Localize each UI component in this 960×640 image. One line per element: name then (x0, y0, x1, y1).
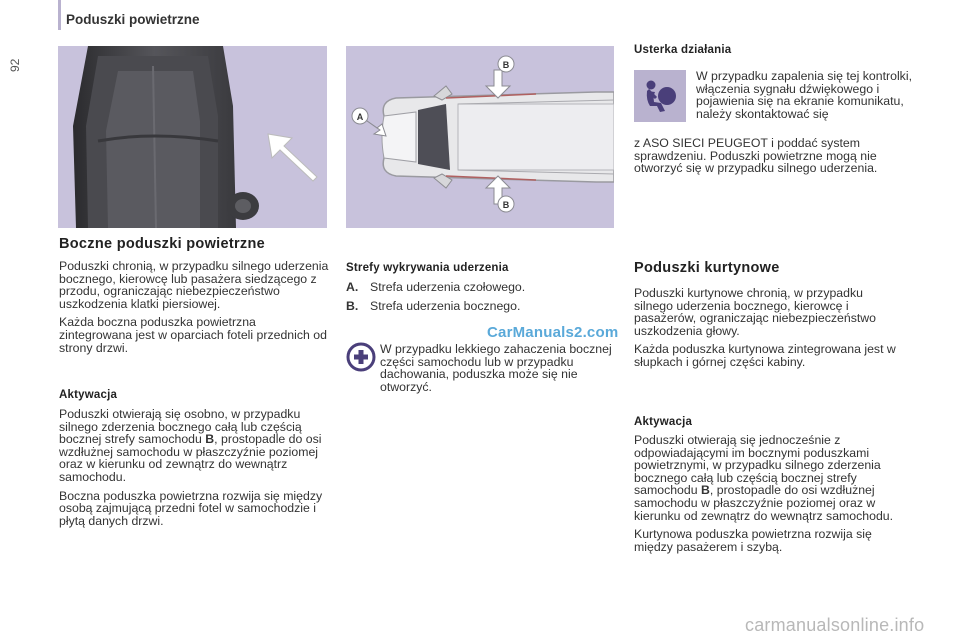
side-activation-text (59, 408, 329, 527)
fault-rest-text: z ASO SIECI PEUGEOT i poddać system sprawdzeniu. Poduszki powietrzne mogą nie otworzyć się w przypadku silnego uderzenia. (634, 136, 878, 176)
footer-watermark: carmanualsonline.info (745, 615, 925, 635)
note-text: W przypadku lekkiego zahaczenia bocznej części samochodu lub w przypadku dachowania, poduszka może się nie otworzyć. (380, 342, 612, 394)
zone-b-row: B. Strefa uderzenia bocznego. (346, 299, 521, 313)
page-number: 92 (8, 58, 22, 72)
curtain-airbags-intro (634, 287, 904, 369)
curtain-intro-p1: Poduszki kurtynowe chronią, w przypadku silnego uderzenia bocznego, kierowcę i pasażerów, ograniczając niebezpieczeństwo uszkodzenia głowy. (634, 286, 876, 338)
van-top-view-illustration (346, 46, 614, 228)
label-b-top: B (502, 60, 510, 70)
curtain-activation-p2: Kurtynowa poduszka powietrzna rozwija się między pasażerem i szybą. (634, 527, 872, 554)
side-activation-title: Aktywacja (59, 389, 118, 401)
seat-illustration (58, 46, 327, 228)
impact-zones-title: Strefy wykrywania uderzenia (346, 262, 509, 274)
note-plus-icon (346, 342, 374, 370)
curtain-intro-p2: Każda poduszka kurtynowa zintegrowana jest w słupkach i górnej części kabiny. (634, 342, 896, 369)
side-airbag-seat-image (58, 46, 327, 228)
curtain-airbags-title: Poduszki kurtynowe (634, 260, 780, 276)
side-activation-p2: Boczna poduszka powietrzna rozwija się między osobą zajmującą przedni fotel w samochodzie i płytą danych drzwi. (59, 488, 323, 528)
side-airbags-intro (59, 260, 329, 354)
fault-title: Usterka działania (634, 44, 732, 56)
curtain-activation-text (634, 434, 914, 553)
carmanuals-watermark: CarManuals2.com (487, 324, 619, 341)
side-airbags-title: Boczne poduszki powietrzne (59, 236, 265, 252)
zone-a-row: A. Strefa uderzenia czołowego. (346, 280, 526, 294)
side-activation-p1: Poduszki otwierają się osobno, w przypadku silnego zderzenia bocznego całą lub częścią bocznej strefy samochodu B, prostopadle do osi wzdłużnej samochodu w płaszczyźnie poziomej oraz w kierunku od zewnątrz do wewnątrz samochodu. (59, 407, 322, 484)
page-header-title: Poduszki powietrzne (66, 12, 200, 27)
side-airbags-intro-p1: Poduszki chronią, w przypadku silnego uderzenia bocznego, kierowcę lub pasażera siedzącego z przodu, ograniczając niebezpieczeństwo uszkodzenia klatki piersiowej. (59, 259, 329, 311)
airbag-warning-icon (634, 70, 686, 122)
fault-lead-text: W przypadku zapalenia się tej kontrolki, włączenia sygnału dźwiękowego i pojawienia się na ekranie komunikatu, należy skontaktować się (696, 69, 912, 121)
curtain-activation-title: Aktywacja (634, 416, 693, 428)
label-b-bottom: B (502, 200, 510, 210)
label-a: A (356, 112, 364, 122)
impact-zones-diagram (346, 46, 614, 228)
side-airbags-intro-p2: Każda boczna poduszka powietrzna zintegrowana jest w oparciach foteli przednich od strony drzwi. (59, 315, 327, 355)
impact-zones-list (346, 280, 614, 318)
curtain-activation-p1: Poduszki otwierają się jednocześnie z odpowiadającymi im bocznymi poduszkami powietrznymi, w przypadku silnego zderzenia bocznego całą lub częścią bocznej strefy samochodu B, prostopadle do osi wzdłużnej samochodu w płaszczyźnie poziomej oraz w kierunku od zewnątrz do wewnątrz samochodu. (634, 433, 894, 523)
header-accent-bar (58, 0, 61, 30)
